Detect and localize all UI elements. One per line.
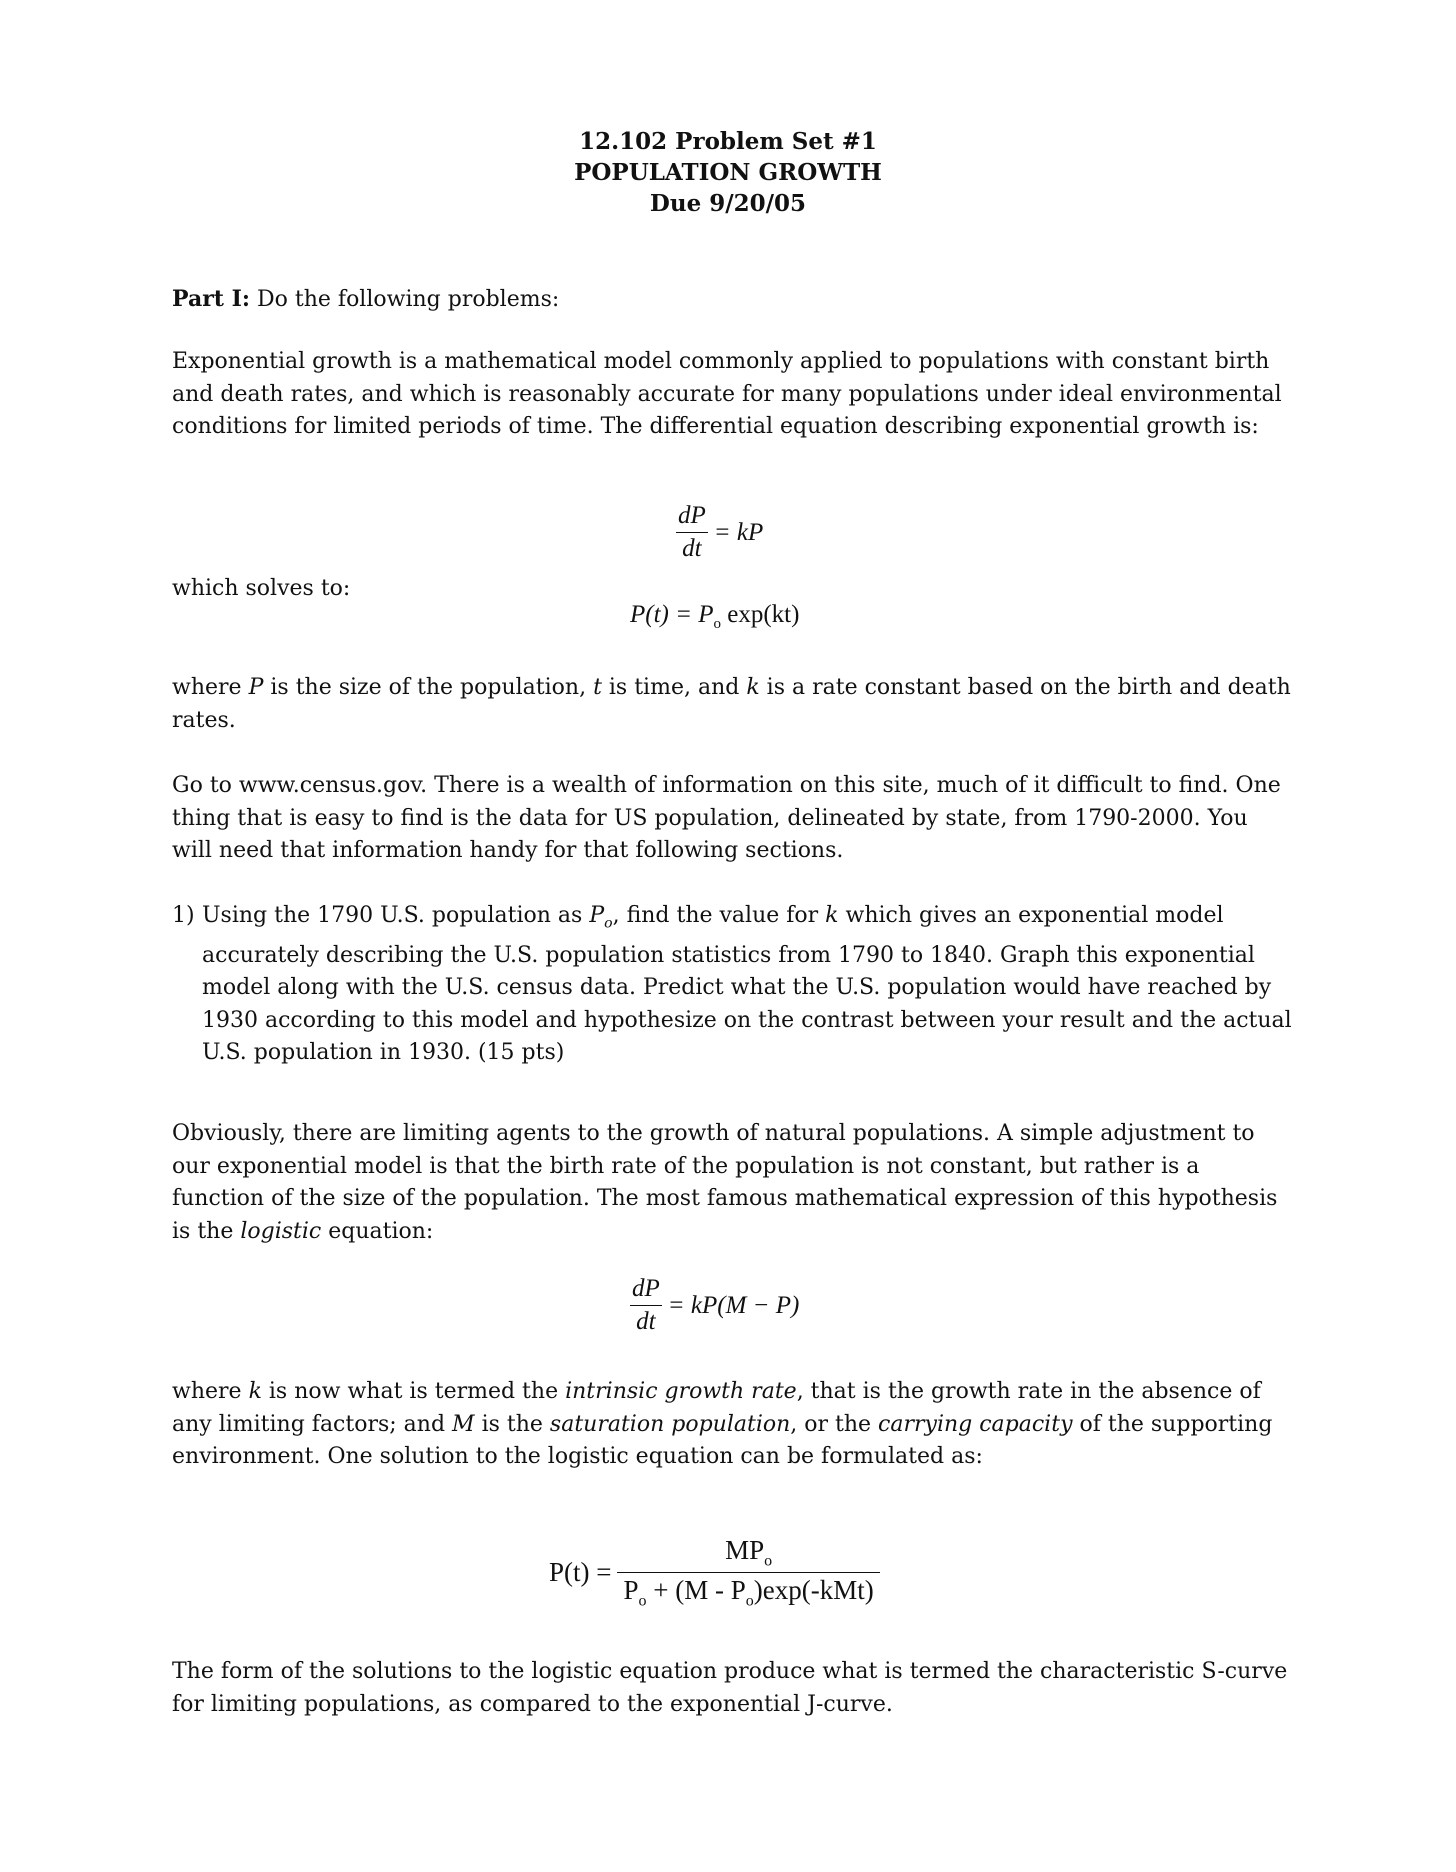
which-solves-label: which solves to: (172, 576, 351, 601)
item-text: Using the 1790 U.S. population as $P_o$, find the value for k which gives an exponential model accurately describing the U.S. population statistics from 1790 to 1840. Graph this exponential model along with the U.S. census data. Predict what the U.S. population would have reached by 1930 according to this model and hypothesize on the contrast between your result and the actual U.S. population in 1930. (15 pts) (202, 903, 1292, 1066)
solution-rhs: exp(kt) (721, 601, 800, 628)
part-heading (172, 283, 1292, 317)
paragraph-logistic-definitions: where k is now what is termed the intrinsic growth rate, that is the growth rate in the absence of any limiting factors; and M is the saturation population, or the carrying capacity of the supporting environment. One solution to the logistic equation can be formulated as: (172, 1379, 1273, 1469)
paragraph-exponential: Exponential growth is a mathematical model commonly applied to populations with constant birth and death rates, and which is reasonably accurate for many populations under ideal environmental conditions for limited periods of time. The differential equation describing exponential growth is: (172, 349, 1282, 439)
fraction-numerator: dP (676, 502, 708, 533)
problem-item-1 (172, 900, 1292, 1070)
logistic-solution-numerator: $MP_o$ (617, 1535, 879, 1573)
equation-logistic-solution (549, 1535, 880, 1611)
paragraph-logistic: Obviously, there are limiting agents to the growth of natural populations. A simple adjustment to our exponential model is that the birth rate of the population is not constant, but rather is a function of the size of the population. The most famous mathematical expression of this hypothesis is the logistic equation: (172, 1121, 1278, 1244)
part-instruction: Do the following problems: (250, 287, 560, 312)
due-date: Due 9/20/05 (649, 190, 807, 217)
fraction-dp-dt-logistic: $\frac{dP}{dt}$ (632, 1275, 660, 1335)
logistic-solution-lhs: P(t) = (549, 1557, 612, 1588)
logistic-rhs: = kP(M − P) (667, 1291, 800, 1319)
logistic-solution-fraction (617, 1535, 879, 1611)
equation-logistic-differential (630, 1275, 799, 1336)
item-number: 1) (172, 903, 195, 928)
equation-exponential-differential (676, 502, 763, 563)
equation-exponential-solution (630, 601, 799, 633)
document-header (0, 126, 1456, 219)
solution-subscript: o (713, 616, 722, 632)
paragraph-s-curve: The form of the solutions to the logistic equation produce what is termed the characteristic S-curve for limiting populations, as compared to the exponential J-curve. (172, 1659, 1288, 1717)
equation-rhs: = kP (713, 518, 764, 546)
logistic-solution-denominator: $P_o + (M - P_o)\exp(-kMt)$ (623, 1575, 874, 1610)
solution-lhs: P(t) = P (630, 601, 714, 628)
fraction-dp-dt (676, 502, 708, 563)
paragraph-variable-definitions: where P is the size of the population, t is time, and k is a rate constant based on the birth and death rates. (172, 675, 1291, 733)
assignment-title: POPULATION GROWTH (574, 159, 882, 186)
paragraph-census: Go to www.census.gov. There is a wealth of information on this site, much of it difficult to find. One thing that is easy to find is the data for US population, delineated by state, from 1790-2000. You will need that information handy for that following sections. (172, 773, 1281, 863)
course-title: 12.102 Problem Set #1 (579, 128, 877, 155)
part-label: Part I: (172, 286, 251, 312)
fraction-denominator: dt (682, 535, 702, 562)
